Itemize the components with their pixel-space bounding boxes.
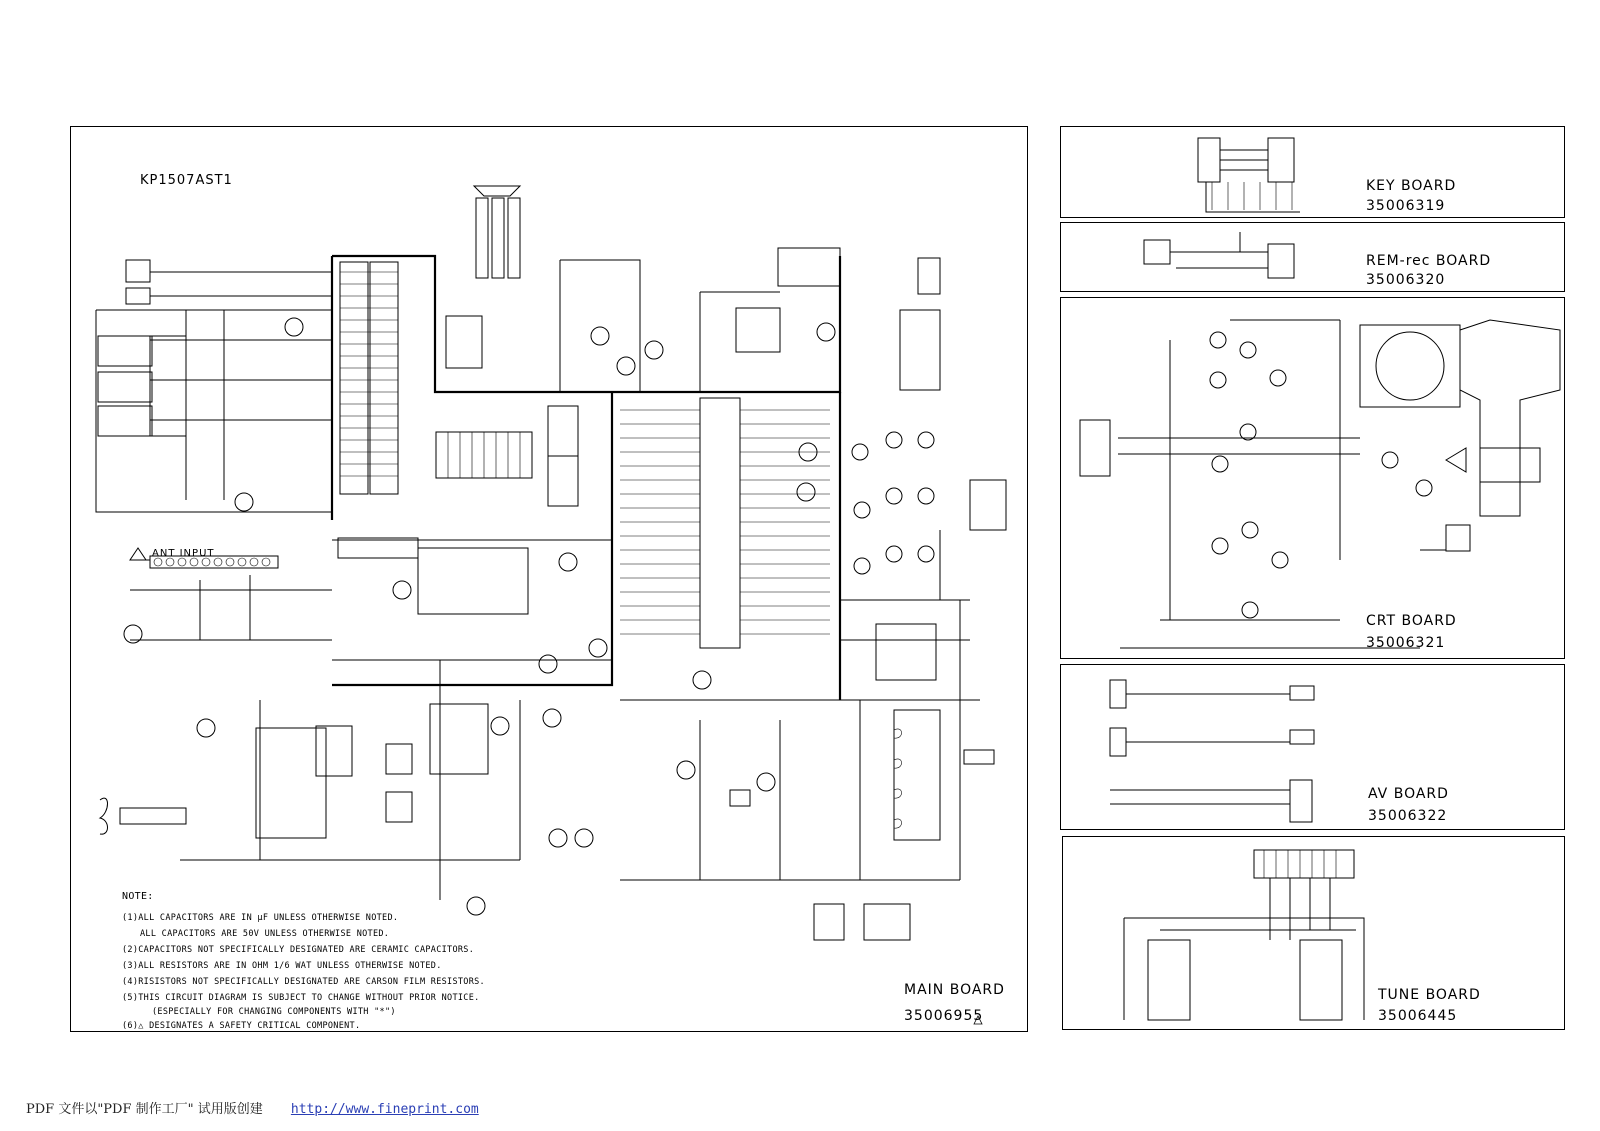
main-board-name: MAIN BOARD <box>904 982 1005 998</box>
tune-board-code: 35006445 <box>1378 1008 1458 1024</box>
notes-title: NOTE: <box>122 891 154 902</box>
crt-board-name: CRT BOARD <box>1366 613 1457 629</box>
av-board-name: AV BOARD <box>1368 786 1449 802</box>
key-board-code: 35006319 <box>1366 198 1446 214</box>
main-board-code: 35006955 <box>904 1008 984 1024</box>
note-line: (4)RISISTORS NOT SPECIFICALLY DESIGNATED ARE CARSON FILM RESISTORS. <box>122 977 485 987</box>
pdf-footer <box>26 1098 479 1117</box>
tune-board-name: TUNE BOARD <box>1378 987 1481 1003</box>
crt-board-code: 35006321 <box>1366 635 1446 651</box>
note-line: (6)△ DESIGNATES A SAFETY CRITICAL COMPONENT. <box>122 1021 361 1031</box>
note-line: ALL CAPACITORS ARE 50V UNLESS OTHERWISE NOTED. <box>140 929 390 939</box>
rem-rec-board-name: REM-rec BOARD <box>1366 253 1492 269</box>
note-line: (ESPECIALLY FOR CHANGING COMPONENTS WITH "*") <box>152 1007 396 1017</box>
note-line: (3)ALL RESISTORS ARE IN OHM 1/6 WAT UNLESS OTHERWISE NOTED. <box>122 961 442 971</box>
fineprint-link[interactable]: http://www.fineprint.com <box>290 1102 479 1117</box>
footer-text: PDF 文件以"PDF 制作工厂" 试用版创建 <box>26 1102 263 1117</box>
note-line: (2)CAPACITORS NOT SPECIFICALLY DESIGNATED ARE CERAMIC CAPACITORS. <box>122 945 475 955</box>
ant-input-label: ANT INPUT <box>152 548 215 559</box>
rem-rec-board-code: 35006320 <box>1366 272 1446 288</box>
main-board-model: KP1507AST1 <box>140 173 233 188</box>
av-board-code: 35006322 <box>1368 808 1448 824</box>
key-board-name: KEY BOARD <box>1366 178 1457 194</box>
note-line: (5)THIS CIRCUIT DIAGRAM IS SUBJECT TO CHANGE WITHOUT PRIOR NOTICE. <box>122 993 480 1003</box>
note-line: (1)ALL CAPACITORS ARE IN μF UNLESS OTHERWISE NOTED. <box>122 913 399 923</box>
